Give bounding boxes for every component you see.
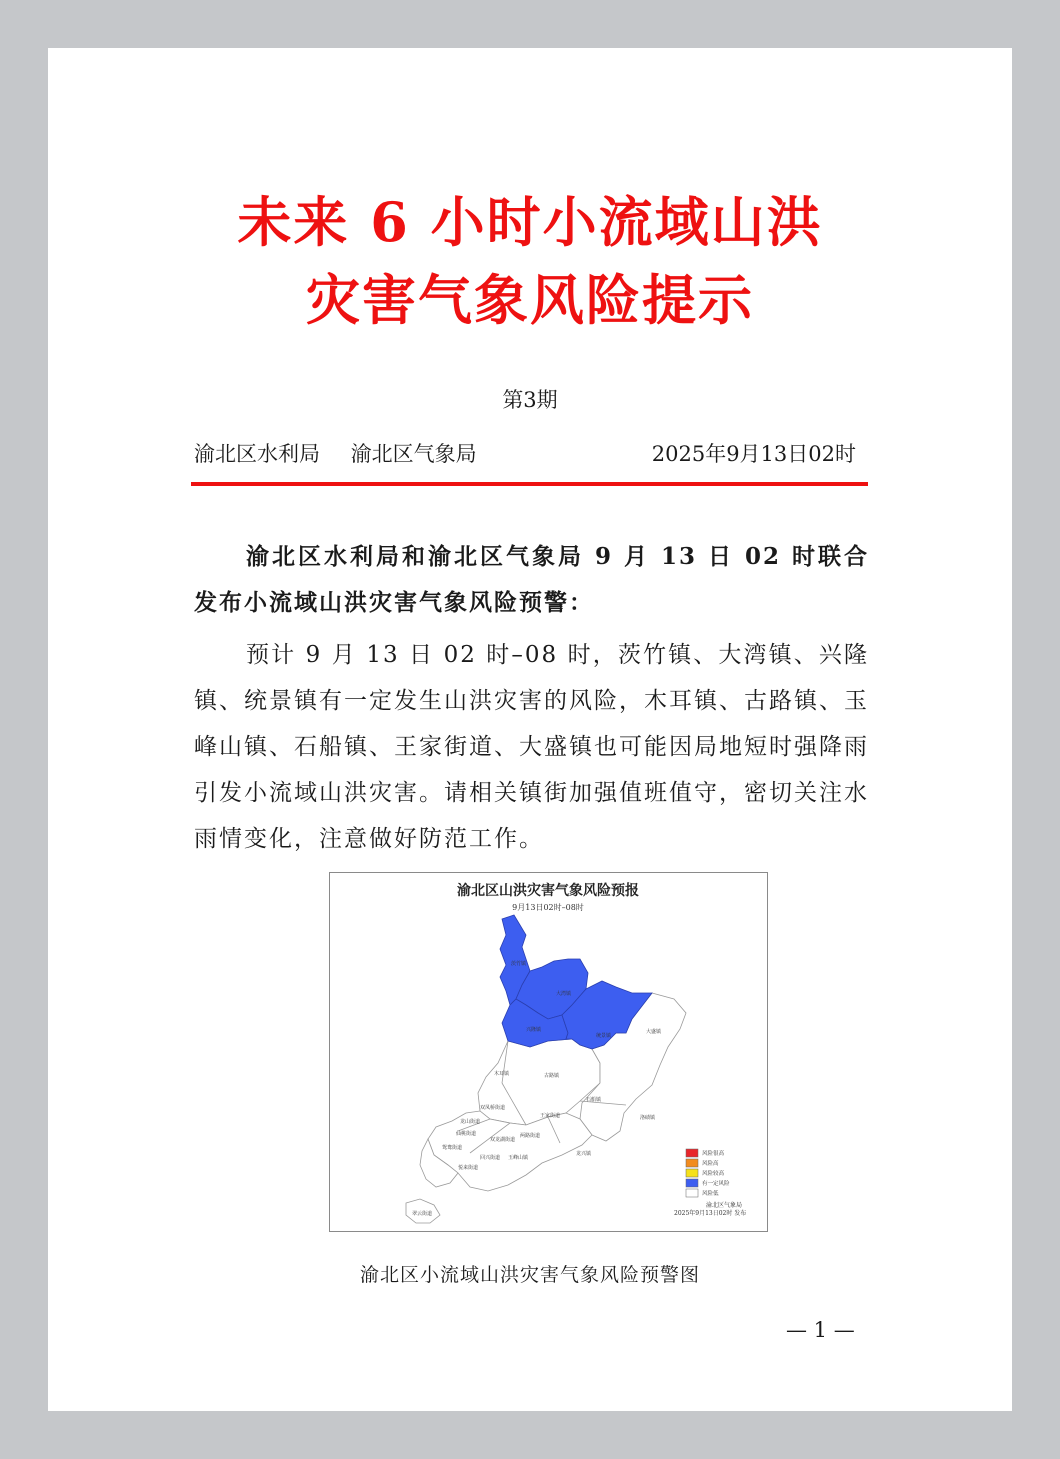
title-line-1: 未来 6 小时小流域山洪 [237,190,823,254]
legend-swatch-some [686,1179,698,1187]
lead-paragraph: 渝北区水利局和渝北区气象局 9 月 13 日 02 时联合发布小流域山洪灾害气象风险预警： [194,543,869,616]
map-label-shuangfengqiao: 双凤桥街道 [480,1105,506,1111]
legend-swatch-very-high [686,1149,698,1157]
map-label-shichuan: 石船镇 [586,1097,602,1103]
map-label-xiantao: 仙桃街道 [456,1131,477,1137]
issuer-row [194,438,856,468]
map-label-gulu: 古路镇 [544,1073,560,1079]
issuer-water-bureau: 渝北区水利局 [194,442,320,466]
legend-label-high: 风险高 [702,1161,719,1167]
map-label-wangjia: 王家街道 [540,1113,561,1119]
legend-swatch-high [686,1159,698,1167]
risk-map-svg [330,873,767,1231]
page-number: — 1 — [786,1318,855,1342]
document-page [48,48,1012,1411]
map-label-longshan: 龙山街道 [460,1119,481,1125]
issuer-meteorology-bureau: 渝北区气象局 [350,442,477,466]
title-line-2: 灾害气象风险提示 [306,268,754,332]
map-label-tongjing: 统景镇 [596,1033,612,1039]
red-divider [191,482,868,486]
map-label-cuiyun: 翠云街道 [412,1211,433,1217]
map-label-xinglong: 兴隆镇 [526,1027,542,1033]
legend-label-fairly-high: 风险较高 [702,1171,725,1177]
map-subtitle: 9月13日02时–08时 [512,903,584,912]
map-label-shuanglonghu: 双龙湖街道 [490,1137,516,1143]
legend-label-some: 有一定风险 [702,1181,730,1187]
map-label-yuelai: 悦来街道 [458,1165,479,1171]
legend-swatch-fairly-high [686,1169,698,1177]
map-label-lianglu: 两路街道 [520,1133,541,1139]
map-publisher: 渝北区气象局 [706,1202,743,1209]
legend-label-very-high: 风险很高 [702,1151,725,1157]
map-label-luoqi: 洛碛镇 [640,1115,656,1121]
map-legend [686,1149,730,1197]
map-label-cizhu: 茨竹镇 [511,961,527,967]
body-paragraph: 预计 9 月 13 日 02 时–08 时，茨竹镇、大湾镇、兴隆镇、统景镇有一定发生山洪灾害的风险，木耳镇、古路镇、玉峰山镇、石船镇、王家街道、大盛镇也可能因局地短时强降雨引发小流域山洪灾害。请相关镇街加强值班值守，密切关注水雨情变化，注意做好防范工作。 [194,642,869,852]
risk-map [329,872,768,1232]
legend-swatch-low [686,1189,698,1197]
issuers [194,438,501,468]
issue-date: 2025年9月13日02时 [651,442,856,466]
map-label-dasheng: 大盛镇 [646,1029,662,1035]
issue-number: 第3期 [502,388,558,412]
map-title: 渝北区山洪灾害气象风险预报 [457,883,639,899]
map-label-longxing: 龙兴镇 [576,1151,592,1157]
legend-label-low: 风险低 [702,1191,719,1197]
map-label-huixing: 回兴街道 [480,1155,501,1161]
map-label-muer: 木耳镇 [494,1071,510,1077]
map-caption: 渝北区小流域山洪灾害气象风险预警图 [359,1264,700,1286]
map-label-yuanyang: 鸳鸯街道 [442,1145,463,1151]
map-label-dawan: 大湾镇 [556,991,572,997]
map-publish-time: 2025年9月13日02时 发布 [674,1210,747,1217]
map-label-yufengshan: 玉峰山镇 [508,1155,529,1161]
